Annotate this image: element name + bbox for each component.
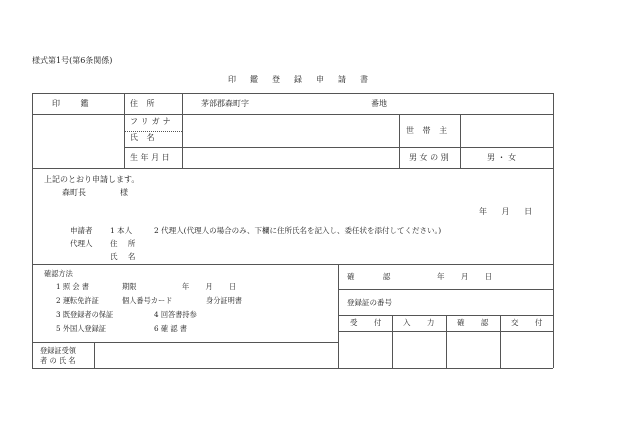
- address-prefix: 茅部郡森町字: [201, 99, 249, 108]
- receive-label: 受 付: [350, 318, 382, 327]
- receiver-name-field[interactable]: [97, 345, 335, 365]
- banchi-label: 番地: [371, 99, 387, 108]
- applicant-label: 申請者: [70, 226, 93, 235]
- deadline-label: 期限: [122, 282, 137, 291]
- confirm-item-5[interactable]: 5 外国人登録証: [56, 324, 106, 333]
- sama: 様: [120, 188, 128, 197]
- seal-label: 印 鑑: [52, 99, 98, 108]
- agent-label: 代理人: [70, 239, 93, 248]
- addressee: 森町長: [62, 188, 86, 197]
- confirm-item-6[interactable]: 6 確 認 書: [154, 324, 187, 333]
- furigana-label: フリガナ: [130, 117, 174, 126]
- mynumber-card[interactable]: 個人番号カード: [122, 296, 173, 305]
- gender-label: 男 女 の 別: [409, 153, 449, 162]
- check-label: 確 認: [457, 318, 489, 327]
- application-date: 年 月 日: [479, 207, 533, 216]
- birthdate-field[interactable]: [185, 150, 395, 165]
- name-label: 氏 名: [130, 133, 158, 142]
- deliver-label: 交 付: [511, 318, 543, 327]
- cert-number-label: 登録証の番号: [347, 298, 392, 307]
- option-agent[interactable]: 2 代理人(代理人の場合のみ、下欄に住所氏名を記入し、委任状を添付してください。): [154, 226, 442, 235]
- deadline-date: 年 月 日: [182, 282, 237, 291]
- birthdate-label: 生 年 月 日: [130, 153, 170, 162]
- household-head-field[interactable]: [463, 116, 549, 144]
- agent-name-label: 氏 名: [110, 252, 136, 261]
- gender-options[interactable]: 男 ・ 女: [487, 153, 517, 162]
- form-number: 様式第1号(第6条関係): [32, 56, 113, 65]
- receiver-label-line2: 者 の 氏 名: [40, 356, 76, 365]
- confirm-item-2[interactable]: 2 運転免許証: [56, 296, 99, 305]
- receiver-label-line1: 登録証受領: [40, 346, 76, 355]
- confirm-item-3[interactable]: 3 既登録者の保証: [56, 310, 114, 319]
- address-label: 住 所: [130, 99, 158, 108]
- form-title: 印鑑登録申請書: [228, 75, 382, 84]
- input-label: 入 力: [403, 318, 435, 327]
- agent-address-label: 住 所: [110, 239, 136, 248]
- household-head-label: 世 帯 主: [406, 126, 451, 135]
- name-field[interactable]: [185, 116, 395, 144]
- verify-date: 年 月 日: [437, 272, 493, 281]
- address-field[interactable]: [234, 99, 364, 110]
- id-certificate[interactable]: 身分証明書: [206, 296, 242, 305]
- confirm-item-4[interactable]: 4 回答書持参: [154, 310, 197, 319]
- confirmation-heading: 確認方法: [44, 269, 73, 278]
- request-text: 上記のとおり申請します。: [44, 175, 140, 184]
- verify-label: 確 認: [347, 272, 391, 281]
- confirm-item-1[interactable]: 1 照 会 書: [56, 282, 89, 291]
- option-self[interactable]: 1 本人: [110, 226, 133, 235]
